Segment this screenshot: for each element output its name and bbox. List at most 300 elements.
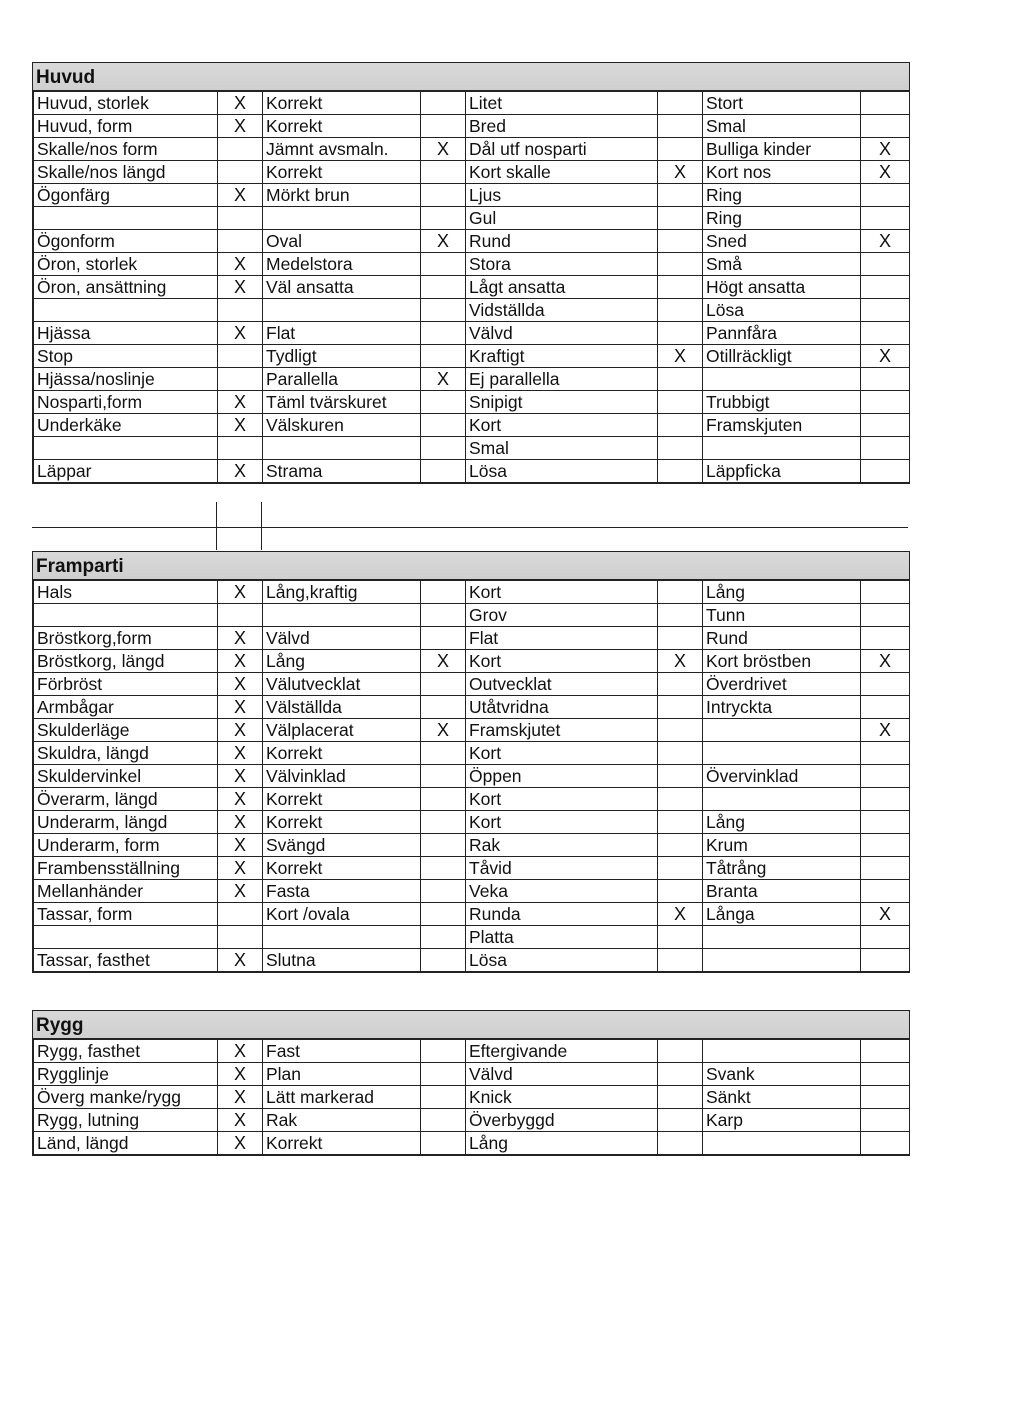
option-2: Lång	[466, 1132, 658, 1155]
mark-cell: X	[218, 880, 263, 903]
mark-cell: X	[218, 1063, 263, 1086]
mark-cell: X	[218, 719, 263, 742]
mark-cell	[861, 581, 910, 604]
option-3	[703, 719, 861, 742]
mark-cell	[421, 765, 466, 788]
option-1: Fasta	[263, 880, 421, 903]
mark-cell: X	[218, 696, 263, 719]
mark-cell	[861, 414, 910, 437]
mark-cell	[861, 1109, 910, 1132]
mark-cell	[218, 437, 263, 460]
mark-cell	[421, 834, 466, 857]
trait-label: Överarm, längd	[34, 788, 218, 811]
mark-cell	[861, 253, 910, 276]
trait-label: Förbröst	[34, 673, 218, 696]
mark-cell: X	[861, 230, 910, 253]
mark-cell	[421, 696, 466, 719]
option-1: Parallella	[263, 368, 421, 391]
evaluation-table	[33, 580, 910, 972]
option-3	[703, 949, 861, 972]
option-3: Pannfåra	[703, 322, 861, 345]
option-2: Grov	[466, 604, 658, 627]
trait-label: Huvud, form	[34, 115, 218, 138]
mark-cell: X	[218, 1109, 263, 1132]
table-row	[34, 345, 910, 368]
table-row	[34, 161, 910, 184]
table-row	[34, 437, 910, 460]
trait-label: Skuldervinkel	[34, 765, 218, 788]
trait-label: Underkäke	[34, 414, 218, 437]
option-3: Kort bröstben	[703, 650, 861, 673]
option-1: Lätt markerad	[263, 1086, 421, 1109]
option-1	[263, 437, 421, 460]
mark-cell: X	[658, 345, 703, 368]
mark-cell	[421, 949, 466, 972]
option-2: Knick	[466, 1086, 658, 1109]
option-3	[703, 1132, 861, 1155]
mark-cell	[421, 207, 466, 230]
trait-label: Hals	[34, 581, 218, 604]
option-1: Täml tvärskuret	[263, 391, 421, 414]
option-2: Lösa	[466, 949, 658, 972]
option-1: Slutna	[263, 949, 421, 972]
table-row	[34, 1109, 910, 1132]
mark-cell: X	[658, 903, 703, 926]
trait-label: Huvud, storlek	[34, 92, 218, 115]
mark-cell	[658, 788, 703, 811]
table-row	[34, 414, 910, 437]
option-2: Öppen	[466, 765, 658, 788]
mark-cell	[658, 391, 703, 414]
mark-cell	[421, 322, 466, 345]
mark-cell	[658, 1086, 703, 1109]
mark-cell	[658, 834, 703, 857]
option-3: Sned	[703, 230, 861, 253]
option-1: Strama	[263, 460, 421, 483]
mark-cell	[861, 926, 910, 949]
trait-label: Frambensställning	[34, 857, 218, 880]
mark-cell	[421, 184, 466, 207]
trait-label	[34, 926, 218, 949]
mark-cell	[218, 903, 263, 926]
mark-cell	[421, 1109, 466, 1132]
trait-label: Ögonform	[34, 230, 218, 253]
mark-cell	[658, 138, 703, 161]
option-2: Tåvid	[466, 857, 658, 880]
trait-label	[34, 437, 218, 460]
mark-cell	[658, 276, 703, 299]
mark-cell	[861, 604, 910, 627]
mark-cell	[218, 299, 263, 322]
mark-cell: X	[421, 650, 466, 673]
option-1: Korrekt	[263, 811, 421, 834]
mark-cell	[861, 1086, 910, 1109]
option-1: Korrekt	[263, 857, 421, 880]
option-2: Veka	[466, 880, 658, 903]
mark-cell: X	[218, 414, 263, 437]
mark-cell	[861, 1132, 910, 1155]
trait-label: Öron, ansättning	[34, 276, 218, 299]
mark-cell	[658, 811, 703, 834]
mark-cell	[658, 1040, 703, 1063]
option-2: Eftergivande	[466, 1040, 658, 1063]
table-row	[34, 857, 910, 880]
option-1: Fast	[263, 1040, 421, 1063]
option-3: Små	[703, 253, 861, 276]
section-framparti	[32, 551, 910, 973]
mark-cell: X	[421, 138, 466, 161]
mark-cell	[421, 414, 466, 437]
table-row	[34, 926, 910, 949]
mark-cell	[861, 627, 910, 650]
mark-cell	[861, 1063, 910, 1086]
mark-cell	[861, 184, 910, 207]
mark-cell	[658, 1132, 703, 1155]
table-row	[34, 765, 910, 788]
option-1	[263, 926, 421, 949]
mark-cell	[658, 92, 703, 115]
mark-cell: X	[658, 650, 703, 673]
trait-label: Rygg, lutning	[34, 1109, 218, 1132]
table-row	[34, 115, 910, 138]
option-1: Lång	[263, 650, 421, 673]
mark-cell: X	[218, 673, 263, 696]
mark-cell	[658, 719, 703, 742]
table-row	[34, 276, 910, 299]
option-2: Ej parallella	[466, 368, 658, 391]
trait-label	[34, 299, 218, 322]
option-3: Karp	[703, 1109, 861, 1132]
option-3	[703, 788, 861, 811]
mark-cell	[861, 949, 910, 972]
option-1: Välställda	[263, 696, 421, 719]
mark-cell	[658, 460, 703, 483]
option-3: Branta	[703, 880, 861, 903]
option-2: Bred	[466, 115, 658, 138]
mark-cell: X	[218, 765, 263, 788]
mark-cell	[658, 253, 703, 276]
table-row	[34, 949, 910, 972]
table-row	[34, 903, 910, 926]
option-1	[263, 299, 421, 322]
trait-label: Nosparti,form	[34, 391, 218, 414]
option-3: Rund	[703, 627, 861, 650]
option-2: Kraftigt	[466, 345, 658, 368]
option-3: Tåtrång	[703, 857, 861, 880]
section-title: Rygg	[33, 1011, 909, 1039]
trait-label: Läppar	[34, 460, 218, 483]
trait-label: Armbågar	[34, 696, 218, 719]
mark-cell	[861, 92, 910, 115]
option-2: Rund	[466, 230, 658, 253]
option-3: Lösa	[703, 299, 861, 322]
mark-cell	[861, 437, 910, 460]
mark-cell	[421, 673, 466, 696]
option-3: Bulliga kinder	[703, 138, 861, 161]
trait-label	[34, 207, 218, 230]
mark-cell	[421, 926, 466, 949]
option-2: Rak	[466, 834, 658, 857]
mark-cell: X	[218, 857, 263, 880]
option-1: Korrekt	[263, 115, 421, 138]
option-2: Kort	[466, 811, 658, 834]
mark-cell	[861, 207, 910, 230]
option-1: Välskuren	[263, 414, 421, 437]
mark-cell: X	[218, 949, 263, 972]
mark-cell	[421, 437, 466, 460]
option-3	[703, 1040, 861, 1063]
mark-cell	[658, 765, 703, 788]
mark-cell	[421, 880, 466, 903]
option-2: Lågt ansatta	[466, 276, 658, 299]
trait-label: Skulderläge	[34, 719, 218, 742]
mark-cell: X	[218, 92, 263, 115]
table-row	[34, 604, 910, 627]
table-row	[34, 673, 910, 696]
mark-cell	[658, 880, 703, 903]
mark-cell	[861, 765, 910, 788]
table-row	[34, 1063, 910, 1086]
option-1: Välplacerat	[263, 719, 421, 742]
option-3: Överdrivet	[703, 673, 861, 696]
table-row	[34, 391, 910, 414]
option-2: Vidställda	[466, 299, 658, 322]
option-1: Lång,kraftig	[263, 581, 421, 604]
mark-cell: X	[218, 253, 263, 276]
option-2: Överbyggd	[466, 1109, 658, 1132]
mark-cell	[658, 627, 703, 650]
option-1: Oval	[263, 230, 421, 253]
option-1: Svängd	[263, 834, 421, 857]
mark-cell: X	[218, 276, 263, 299]
option-2: Utåtvridna	[466, 696, 658, 719]
option-3: Sänkt	[703, 1086, 861, 1109]
mark-cell	[421, 253, 466, 276]
option-1: Korrekt	[263, 161, 421, 184]
mark-cell	[658, 1063, 703, 1086]
table-row	[34, 207, 910, 230]
option-3: Kort nos	[703, 161, 861, 184]
mark-cell	[218, 604, 263, 627]
option-1: Mörkt brun	[263, 184, 421, 207]
option-3: Trubbigt	[703, 391, 861, 414]
section-separator	[32, 502, 908, 550]
option-1: Plan	[263, 1063, 421, 1086]
trait-label	[34, 604, 218, 627]
mark-cell	[421, 1086, 466, 1109]
section-rygg	[32, 1010, 910, 1156]
mark-cell	[421, 276, 466, 299]
option-2: Ljus	[466, 184, 658, 207]
mark-cell: X	[218, 1040, 263, 1063]
option-2: Välvd	[466, 322, 658, 345]
mark-cell	[861, 368, 910, 391]
table-row	[34, 650, 910, 673]
mark-cell	[218, 926, 263, 949]
option-3	[703, 437, 861, 460]
option-2: Smal	[466, 437, 658, 460]
option-3: Högt ansatta	[703, 276, 861, 299]
option-2: Lösa	[466, 460, 658, 483]
mark-cell	[658, 299, 703, 322]
table-row	[34, 880, 910, 903]
mark-cell	[861, 857, 910, 880]
mark-cell	[421, 604, 466, 627]
table-row	[34, 788, 910, 811]
mark-cell	[658, 1109, 703, 1132]
trait-label: Tassar, form	[34, 903, 218, 926]
mark-cell: X	[218, 581, 263, 604]
option-2: Kort	[466, 650, 658, 673]
mark-cell	[218, 368, 263, 391]
option-3: Övervinklad	[703, 765, 861, 788]
mark-cell	[658, 581, 703, 604]
option-1	[263, 207, 421, 230]
mark-cell	[421, 857, 466, 880]
option-2: Kort	[466, 581, 658, 604]
trait-label: Tassar, fasthet	[34, 949, 218, 972]
mark-cell: X	[218, 184, 263, 207]
mark-cell: X	[218, 834, 263, 857]
option-2: Litet	[466, 92, 658, 115]
table-row	[34, 1040, 910, 1063]
mark-cell: X	[218, 1132, 263, 1155]
table-row	[34, 696, 910, 719]
option-1: Välutvecklat	[263, 673, 421, 696]
option-3: Stort	[703, 92, 861, 115]
option-1: Korrekt	[263, 92, 421, 115]
mark-cell	[861, 673, 910, 696]
mark-cell	[861, 788, 910, 811]
mark-cell: X	[218, 742, 263, 765]
mark-cell	[861, 299, 910, 322]
option-3: Lång	[703, 581, 861, 604]
mark-cell	[421, 391, 466, 414]
option-1: Väl ansatta	[263, 276, 421, 299]
table-row	[34, 299, 910, 322]
mark-cell	[421, 1063, 466, 1086]
option-3: Svank	[703, 1063, 861, 1086]
trait-label: Underarm, form	[34, 834, 218, 857]
table-row	[34, 1086, 910, 1109]
mark-cell	[218, 230, 263, 253]
mark-cell	[421, 299, 466, 322]
trait-label: Hjässa	[34, 322, 218, 345]
mark-cell	[861, 811, 910, 834]
option-2: Runda	[466, 903, 658, 926]
mark-cell	[218, 161, 263, 184]
section-huvud	[32, 62, 910, 484]
option-3: Ring	[703, 207, 861, 230]
trait-label: Rygg, fasthet	[34, 1040, 218, 1063]
option-3: Tunn	[703, 604, 861, 627]
mark-cell	[658, 673, 703, 696]
table-row	[34, 138, 910, 161]
trait-label: Öron, storlek	[34, 253, 218, 276]
mark-cell: X	[861, 345, 910, 368]
trait-label: Skalle/nos form	[34, 138, 218, 161]
option-1: Välvinklad	[263, 765, 421, 788]
option-2: Gul	[466, 207, 658, 230]
mark-cell	[861, 696, 910, 719]
mark-cell	[218, 345, 263, 368]
mark-cell	[658, 207, 703, 230]
table-row	[34, 581, 910, 604]
mark-cell: X	[218, 460, 263, 483]
table-row	[34, 322, 910, 345]
option-1: Rak	[263, 1109, 421, 1132]
option-3: Långa	[703, 903, 861, 926]
option-1: Korrekt	[263, 788, 421, 811]
evaluation-table	[33, 1039, 910, 1155]
trait-label: Bröstkorg,form	[34, 627, 218, 650]
mark-cell: X	[658, 161, 703, 184]
option-3: Ring	[703, 184, 861, 207]
table-row	[34, 184, 910, 207]
table-row	[34, 368, 910, 391]
option-3: Läppficka	[703, 460, 861, 483]
mark-cell: X	[218, 115, 263, 138]
mark-cell	[658, 115, 703, 138]
option-2: Framskjutet	[466, 719, 658, 742]
mark-cell	[421, 161, 466, 184]
table-row	[34, 230, 910, 253]
option-2: Kort	[466, 788, 658, 811]
option-2: Kort	[466, 742, 658, 765]
mark-cell	[421, 460, 466, 483]
mark-cell	[861, 460, 910, 483]
mark-cell	[421, 627, 466, 650]
mark-cell	[421, 92, 466, 115]
table-row	[34, 811, 910, 834]
trait-label: Stop	[34, 345, 218, 368]
mark-cell: X	[421, 368, 466, 391]
mark-cell	[658, 184, 703, 207]
mark-cell	[658, 742, 703, 765]
mark-cell	[218, 138, 263, 161]
option-2: Platta	[466, 926, 658, 949]
mark-cell: X	[861, 903, 910, 926]
trait-label: Skuldra, längd	[34, 742, 218, 765]
mark-cell	[421, 788, 466, 811]
option-3: Krum	[703, 834, 861, 857]
mark-cell	[218, 207, 263, 230]
mark-cell	[658, 322, 703, 345]
table-row	[34, 460, 910, 483]
mark-cell	[658, 604, 703, 627]
option-3	[703, 742, 861, 765]
mark-cell: X	[218, 391, 263, 414]
mark-cell: X	[218, 788, 263, 811]
trait-label: Skalle/nos längd	[34, 161, 218, 184]
mark-cell	[658, 437, 703, 460]
option-3: Lång	[703, 811, 861, 834]
mark-cell	[421, 1040, 466, 1063]
mark-cell	[421, 903, 466, 926]
mark-cell	[861, 1040, 910, 1063]
mark-cell	[658, 368, 703, 391]
option-3: Otillräckligt	[703, 345, 861, 368]
trait-label: Ögonfärg	[34, 184, 218, 207]
table-row	[34, 253, 910, 276]
section-title: Framparti	[33, 552, 909, 580]
trait-label: Överg manke/rygg	[34, 1086, 218, 1109]
option-1	[263, 604, 421, 627]
mark-cell	[658, 414, 703, 437]
mark-cell: X	[861, 161, 910, 184]
trait-label: Rygglinje	[34, 1063, 218, 1086]
option-1: Kort /ovala	[263, 903, 421, 926]
